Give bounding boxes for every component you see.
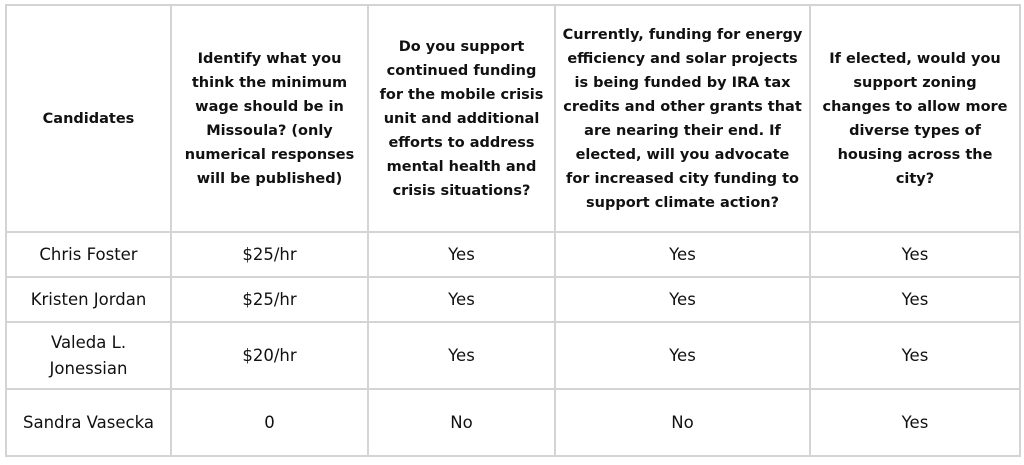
candidate-survey-table [5,4,1021,457]
mobile-crisis-cell: Yes [368,232,555,277]
zoning-cell: Yes [810,322,1020,389]
candidate-name-cell: Kristen Jordan [6,277,171,322]
header-zoning-changes: If elected, would you support zoning changes to allow more diverse types of housing across the city? [810,5,1020,232]
candidate-name-cell: Sandra Vasecka [6,389,171,456]
header-candidates: Candidates [6,5,171,232]
mobile-crisis-cell: Yes [368,277,555,322]
table-row [6,389,1020,456]
header-mobile-crisis-funding: Do you support continued funding for the mobile crisis unit and additional efforts to address mental health and crisis situations? [368,5,555,232]
climate-action-cell: No [555,389,810,456]
table-body [6,232,1020,456]
table-row [6,277,1020,322]
header-minimum-wage: Identify what you think the minimum wage should be in Missoula? (only numerical responses will be published) [171,5,368,232]
minimum-wage-cell: 0 [171,389,368,456]
climate-action-cell: Yes [555,322,810,389]
table-row [6,232,1020,277]
minimum-wage-cell: $25/hr [171,277,368,322]
climate-action-cell: Yes [555,232,810,277]
minimum-wage-cell: $25/hr [171,232,368,277]
table-header [6,5,1020,232]
minimum-wage-cell: $20/hr [171,322,368,389]
climate-action-cell: Yes [555,277,810,322]
candidate-name-cell: Chris Foster [6,232,171,277]
table-row [6,322,1020,389]
zoning-cell: Yes [810,232,1020,277]
zoning-cell: Yes [810,277,1020,322]
mobile-crisis-cell: Yes [368,322,555,389]
header-climate-action-funding: Currently, funding for energy efficiency and solar projects is being funded by IRA tax credits and other grants that are nearing their end. If elected, will you advocate for increased city funding to support climate action? [555,5,810,232]
zoning-cell: Yes [810,389,1020,456]
candidate-name-cell: Valeda L. Jonessian [6,322,171,389]
mobile-crisis-cell: No [368,389,555,456]
header-row [6,5,1020,232]
